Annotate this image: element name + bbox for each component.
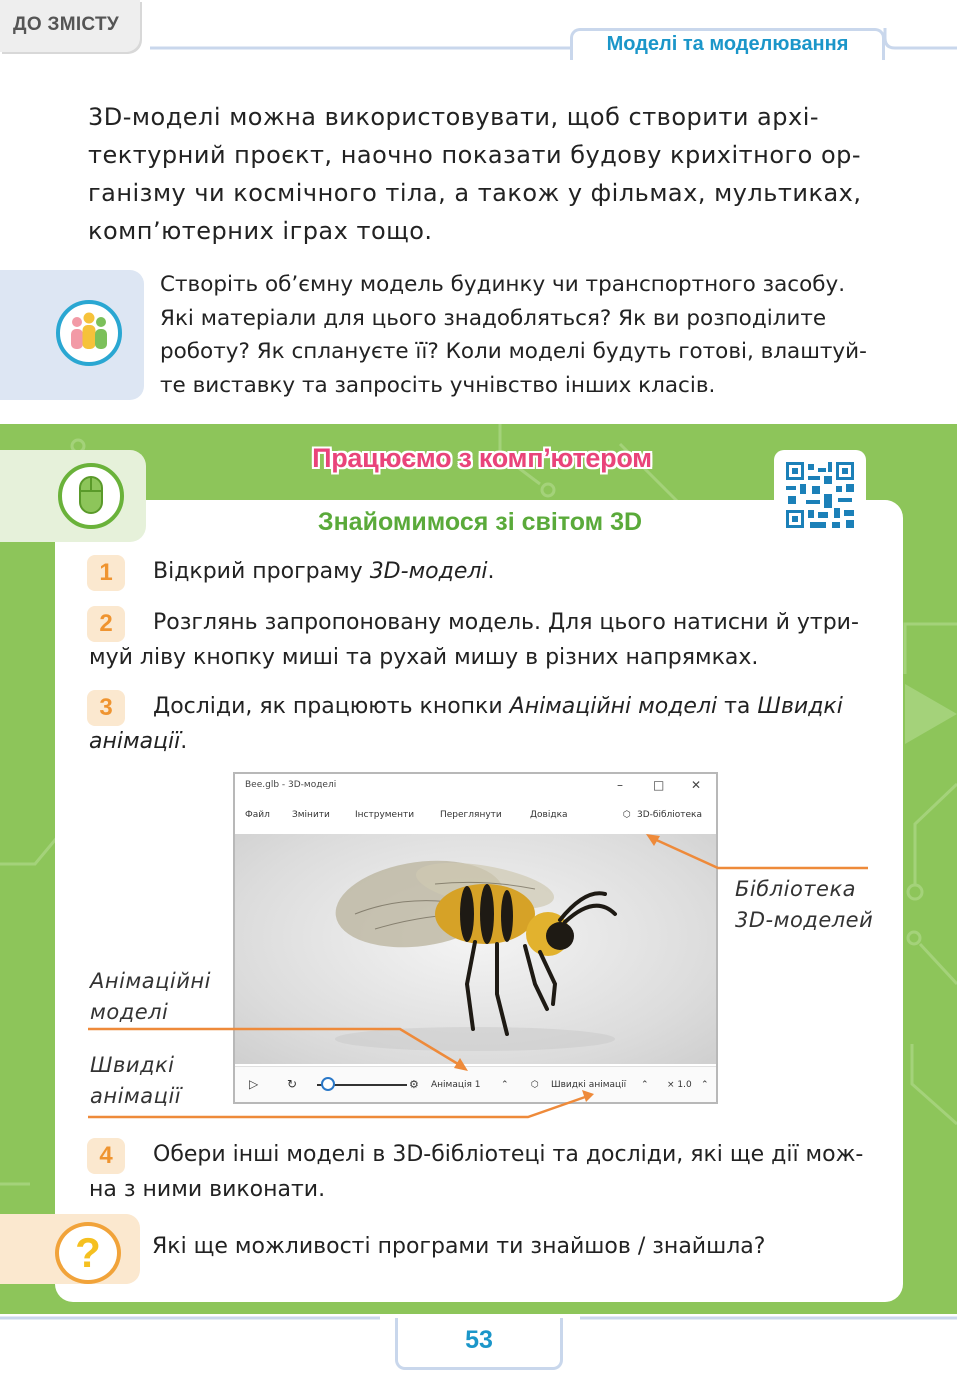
library-button[interactable]: 3D-бібліотека <box>637 810 702 820</box>
step-text: . <box>180 729 188 754</box>
page-number: 53 <box>465 1326 493 1354</box>
step-number: 3 <box>87 690 125 726</box>
group-task-line: Які матеріали для цього знадобляться? Як ви розподілите <box>160 305 827 331</box>
chevron-up-icon: ⌃ <box>701 1080 709 1090</box>
maximize-button[interactable]: □ <box>653 778 665 792</box>
step-2-line: муй ліву кнопку миші та рухай мишу в різних напрямках. <box>89 645 759 670</box>
window-title: Bee.glb - 3D-моделі <box>245 780 337 790</box>
animation-toolbar <box>235 1066 716 1102</box>
callout-line: Швидкі <box>90 1053 175 1077</box>
step-text: . <box>487 559 495 584</box>
group-task-line: Створіть об’ємну модель будинку чи транспортного засобу. <box>160 272 846 297</box>
intro-paragraph <box>88 98 878 250</box>
callout-line: моделі <box>90 1000 169 1024</box>
step-3-text-cont <box>89 725 187 759</box>
bee-model <box>235 834 716 1064</box>
section-title: Працюємо з комп’ютером <box>312 443 652 473</box>
callout-line: Анімаційні <box>90 969 211 993</box>
step-number: 2 <box>87 606 125 642</box>
step-1-text <box>153 555 495 589</box>
chevron-up-icon: ⌃ <box>501 1080 509 1090</box>
minimize-button[interactable]: – <box>617 778 623 792</box>
animation-models-button[interactable]: Анімація 1 <box>431 1080 481 1090</box>
step-number: 1 <box>87 555 125 591</box>
computer-mouse-icon <box>58 463 124 529</box>
intro-line: 3D-моделі можна використовувати, щоб створити архі- <box>88 103 820 131</box>
qr-code-icon[interactable] <box>774 450 866 540</box>
quick-animations-callout <box>90 1050 181 1112</box>
question-mark-icon: ? <box>55 1222 121 1284</box>
menu-bar <box>245 810 710 828</box>
menu-view[interactable]: Переглянути <box>440 810 502 820</box>
callout-line: анімації <box>90 1084 182 1108</box>
play-icon[interactable]: ▷ <box>249 1077 259 1091</box>
step-number: 4 <box>87 1138 125 1174</box>
quick-animations-icon: ⬡ <box>531 1080 539 1090</box>
step-text: Відкрий програму <box>153 559 370 584</box>
library-callout <box>735 874 873 936</box>
group-task-line: роботу? Як сплануєте її? Коли моделі будуть готові, влаштуй- <box>160 339 867 364</box>
step-term: Анімаційні моделі <box>509 694 718 719</box>
close-button[interactable]: ✕ <box>691 778 702 792</box>
step-term: Швидкі <box>757 694 843 719</box>
animation-models-callout <box>90 966 211 1028</box>
question-text: Які ще можливості програми ти знайшов / знайшла? <box>152 1234 766 1259</box>
step-4-line: на з ними виконати. <box>89 1177 326 1202</box>
menu-edit[interactable]: Змінити <box>292 810 330 820</box>
intro-line: комп’ютерних іграх тощо. <box>88 217 433 245</box>
callout-line: Бібліотека <box>735 877 857 901</box>
intro-line: тектурний проєкт, наочно показати будову крихітного ор- <box>88 141 862 169</box>
activity-subtitle: Знайомимося зі світом 3D <box>317 508 643 536</box>
step-term: 3D-моделі <box>369 559 488 584</box>
group-task-line: те виставку та запросіть учнівство інших класів. <box>160 372 716 398</box>
menu-file[interactable]: Файл <box>245 810 270 820</box>
menu-tools[interactable]: Інструменти <box>355 810 415 820</box>
model-viewport[interactable] <box>235 834 716 1064</box>
group-task-text <box>160 268 874 402</box>
animation-models-icon: ⚙ <box>409 1078 419 1091</box>
chapter-title: Моделі та моделювання <box>570 28 885 60</box>
callout-line: 3D-моделей <box>735 908 874 932</box>
intro-line: ганізму чи космічного тіла, а також у фільмах, мультиках, <box>88 179 862 207</box>
quick-animations-button[interactable]: Швидкі анімації <box>551 1080 627 1090</box>
step-text: Досліди, як працюють кнопки <box>153 694 510 719</box>
app-screenshot <box>233 772 718 1104</box>
speed-button[interactable]: × 1.0 <box>667 1080 692 1090</box>
back-to-contents-button[interactable]: ДО ЗМІСТУ <box>0 0 140 52</box>
timeline-handle[interactable] <box>321 1077 335 1091</box>
step-2-line: Розглянь запропоновану модель. Для цього натисни й утри- <box>153 610 859 635</box>
step-4-line: Обери інші моделі в 3D-бібліотеці та досліди, які ще дії мож- <box>153 1142 864 1167</box>
library-cube-icon: ⬡ <box>623 810 631 820</box>
step-term: анімації <box>89 729 181 754</box>
loop-icon[interactable]: ↻ <box>287 1077 298 1091</box>
group-people-icon <box>56 300 122 366</box>
menu-help[interactable]: Довідка <box>530 810 568 820</box>
chevron-up-icon: ⌃ <box>641 1080 649 1090</box>
step-text: та <box>717 694 758 719</box>
step-3-text <box>153 690 843 724</box>
